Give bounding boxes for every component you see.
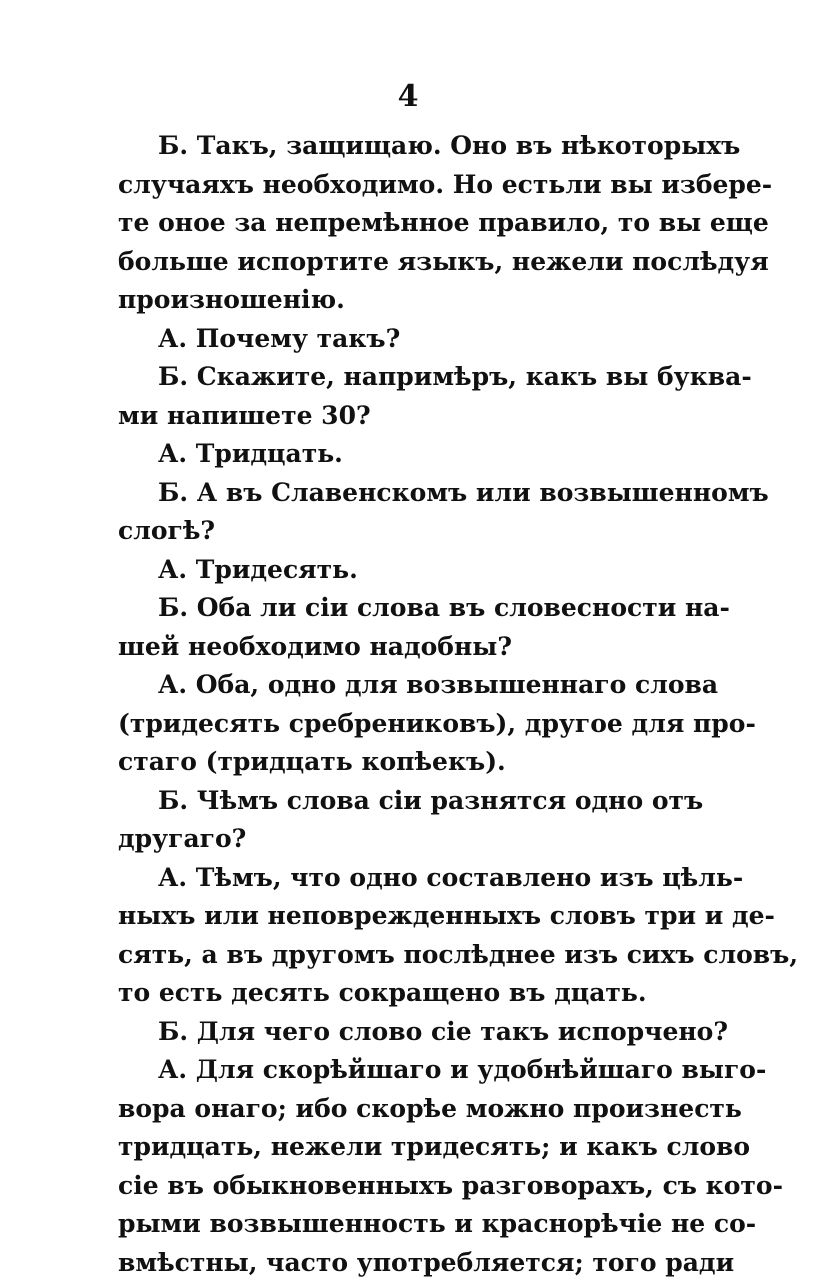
page-number: 4: [118, 82, 698, 112]
text-line: тридцать, нежели тридесять; и какъ слово: [118, 1128, 698, 1167]
text-line: А. Оба, одно для возвышеннаго слова: [118, 666, 698, 705]
text-line: А. Почему такъ?: [118, 320, 698, 359]
text-line: ми напишете 30?: [118, 397, 698, 436]
text-line: Б. Такъ, защищаю. Оно въ нѣкоторыхъ: [118, 127, 698, 166]
text-line: произношенію.: [118, 281, 698, 320]
text-line: случаяхъ необходимо. Но естьли вы избере-: [118, 166, 698, 205]
body-text: [118, 127, 698, 1282]
text-line: вмѣстны, часто употребляется; того ради: [118, 1244, 698, 1282]
text-line: другаго?: [118, 820, 698, 859]
book-page: [118, 0, 698, 1191]
text-line: те оное за непремѣнное правило, то вы еще: [118, 204, 698, 243]
text-line: слогѣ?: [118, 512, 698, 551]
text-line: то есть десять сокращено въ дцать.: [118, 974, 698, 1013]
text-line: Б. Оба ли сіи слова въ словесности на-: [118, 589, 698, 628]
text-line: Б. А въ Славенскомъ или возвышенномъ: [118, 474, 698, 513]
text-line: стаго (тридцать копѣекъ).: [118, 743, 698, 782]
text-line: А. Тридесять.: [118, 551, 698, 590]
text-line: больше испортите языкъ, нежели послѣдуя: [118, 243, 698, 282]
text-line: сять, а въ другомъ послѣднее изъ сихъ словъ,: [118, 936, 698, 975]
text-line: Б. Для чего слово сіе такъ испорчено?: [118, 1013, 698, 1052]
text-line: Б. Скажите, напримѣръ, какъ вы буква-: [118, 358, 698, 397]
text-line: рыми возвышенность и краснорѣчіе не со-: [118, 1205, 698, 1244]
text-line: вора онаго; ибо скорѣе можно произнесть: [118, 1090, 698, 1129]
text-line: (тридесять сребрениковъ), другое для про-: [118, 705, 698, 744]
text-line: А. Тѣмъ, что одно составлено изъ цѣль-: [118, 859, 698, 898]
text-line: шей необходимо надобны?: [118, 628, 698, 667]
text-line: ныхъ или неповрежденныхъ словъ три и де-: [118, 897, 698, 936]
text-line: Б. Чѣмъ слова сіи разнятся одно отъ: [118, 782, 698, 821]
text-line: А. Тридцать.: [118, 435, 698, 474]
text-line: сіе въ обыкновенныхъ разговорахъ, съ кото-: [118, 1167, 698, 1206]
text-line: А. Для скорѣйшаго и удобнѣйшаго выго-: [118, 1051, 698, 1090]
